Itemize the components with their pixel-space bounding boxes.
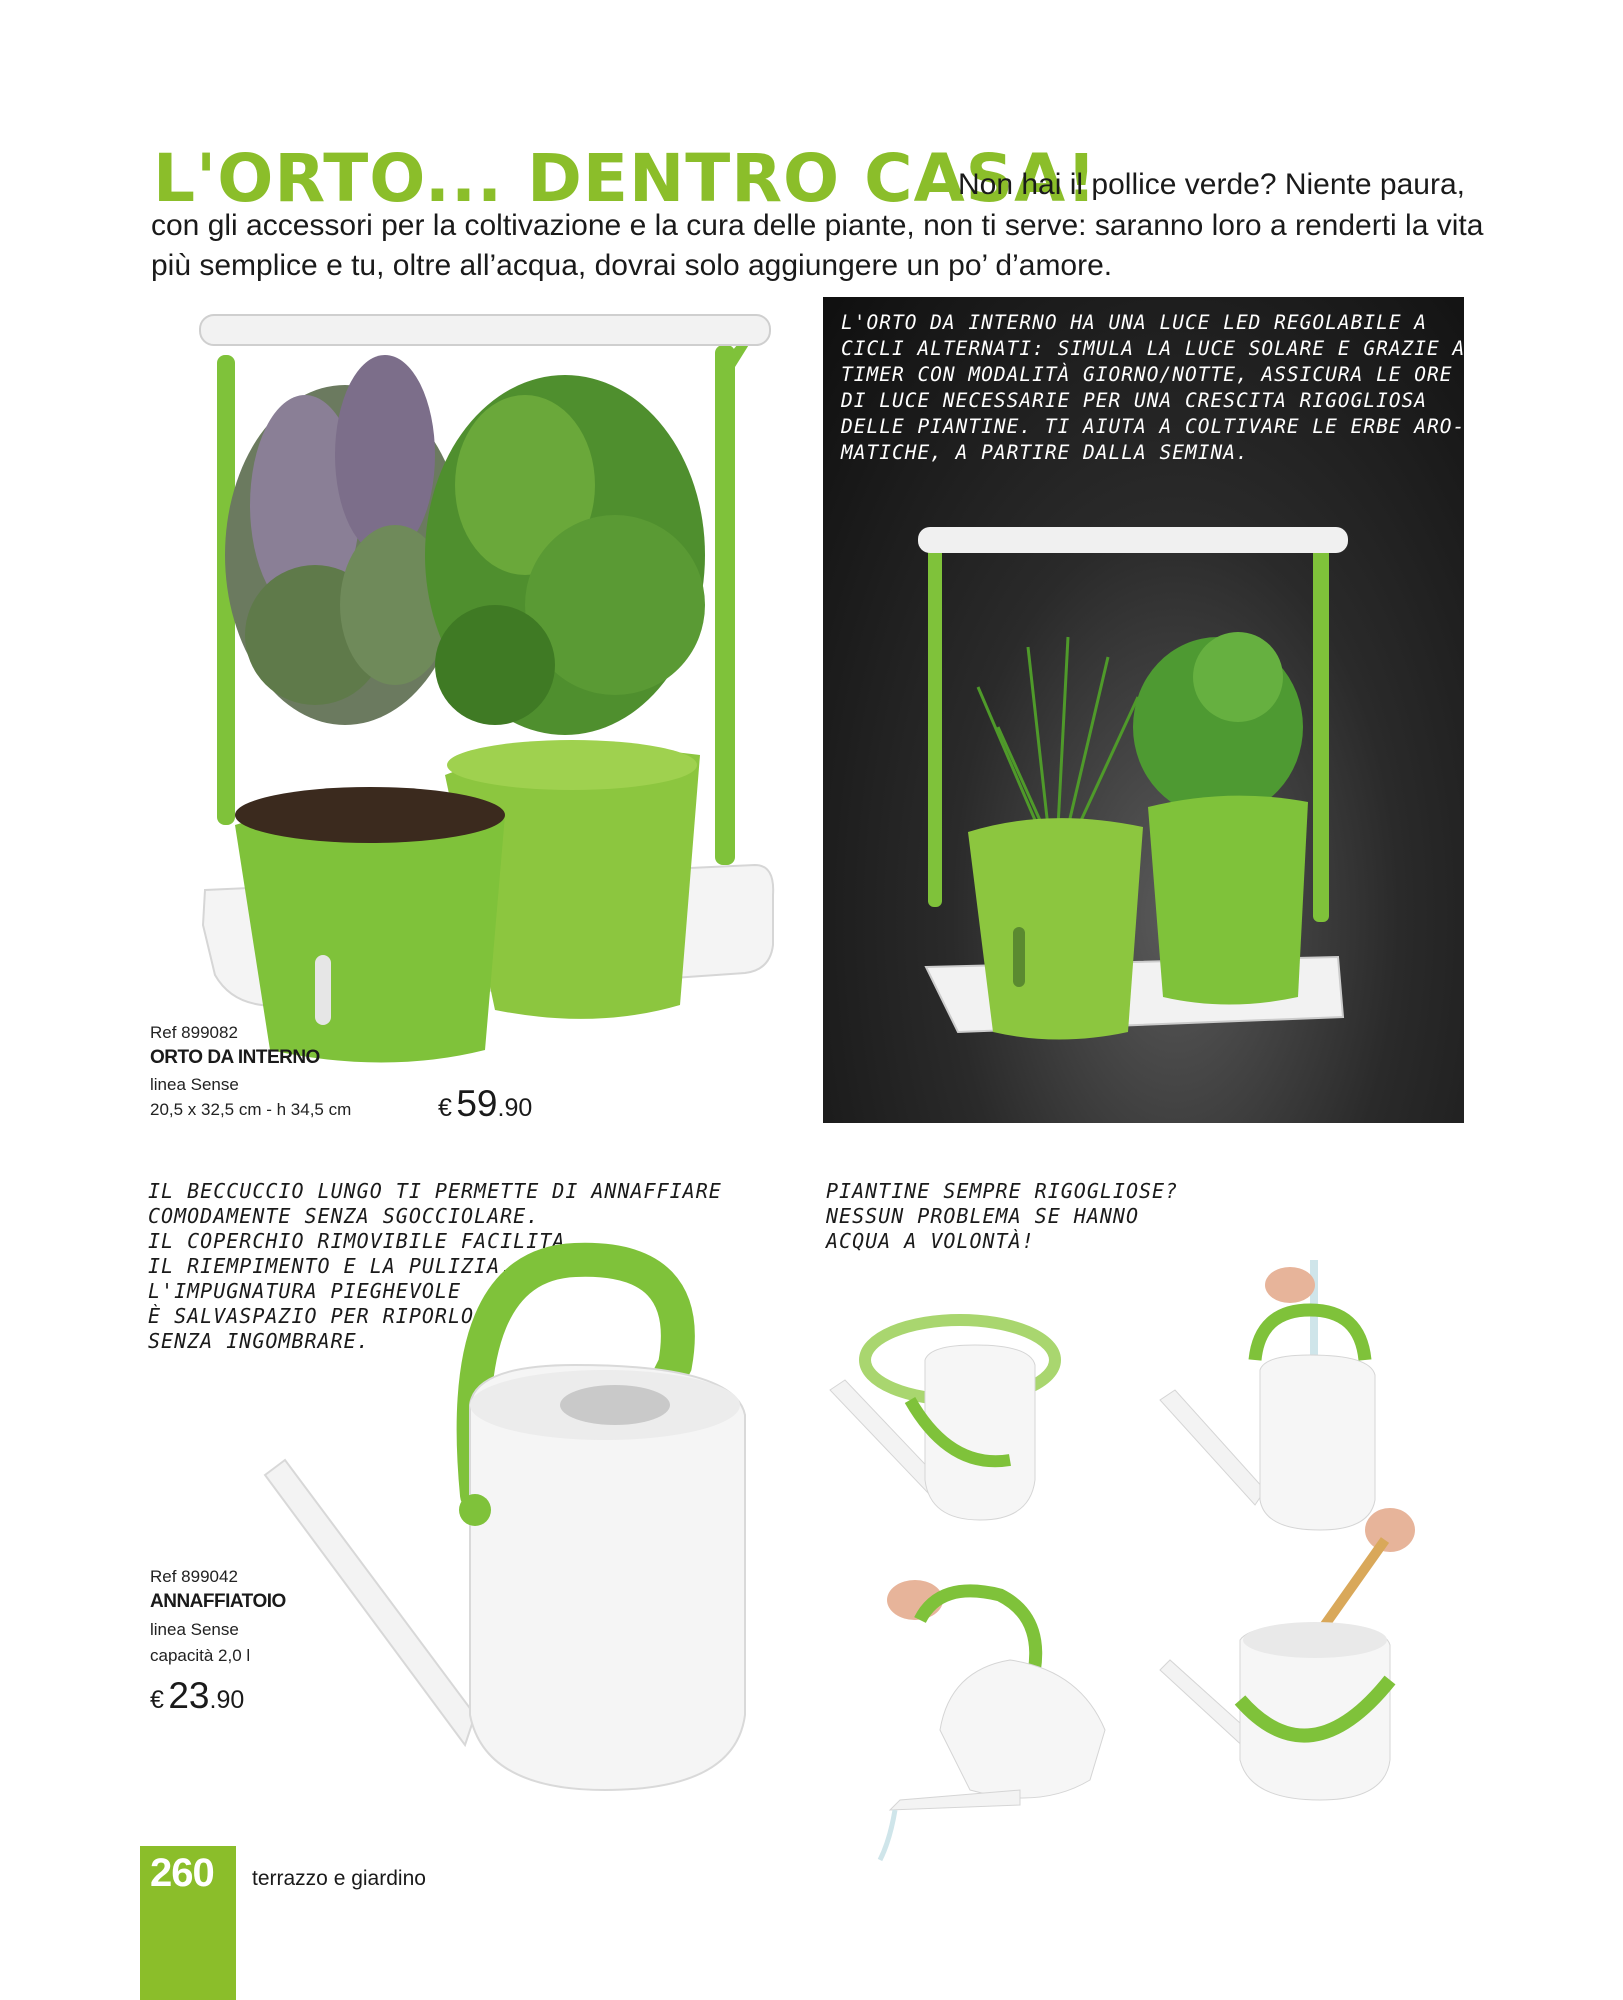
- page-title: L'ORTO... DENTRO CASA!: [153, 140, 1098, 217]
- orto-price: [438, 1083, 532, 1125]
- feature-line-7: SENZA INGOMBRARE.: [148, 1329, 370, 1353]
- led-light-bar: [200, 315, 770, 345]
- annaffiatoio-step-3-image: [870, 1560, 1120, 1870]
- feature-line-1: IL BECCUCCIO LUNGO TI PERMETTE DI ANNAFFIARE: [148, 1179, 722, 1203]
- annaffiatoio-price: [150, 1675, 244, 1717]
- feature-line-5: L'IMPUGNATURA PIEGHEVOLE: [148, 1279, 461, 1303]
- parsley-plant: [425, 375, 705, 735]
- tip-line-3: ACQUA A VOLONTÀ!: [826, 1229, 1035, 1253]
- tip-line-1: PIANTINE SEMPRE RIGOGLIOSE?: [826, 1179, 1179, 1203]
- feature-line-2: COMODAMENTE SENZA SGOCCIOLARE.: [148, 1204, 540, 1228]
- orto-note-line-2: CICLI ALTERNATI: SIMULA LA LUCE SOLARE E GRAZIE AL: [841, 337, 1478, 360]
- annaffiatoio-step-2-image: [1160, 1260, 1400, 1540]
- orto-price-int: 59: [456, 1083, 498, 1124]
- orto-note-line-5: DELLE PIANTINE. TI AIUTA A COLTIVARE LE ERBE ARO-: [841, 415, 1466, 438]
- annaffiatoio-image: [255, 1245, 755, 1845]
- pot-left: [235, 805, 505, 1063]
- intro-text-line-1: Non hai il pollice verde? Niente paura,: [958, 168, 1465, 201]
- tip-line-2: NESSUN PROBLEMA SE HANNO: [826, 1204, 1139, 1228]
- orto-note-line-3: TIMER CON MODALITÀ GIORNO/NOTTE, ASSICURA LE ORE: [841, 363, 1453, 386]
- orto-note-line-4: DI LUCE NECESSARIE PER UNA CRESCITA RIGOGLIOSA: [841, 389, 1428, 412]
- orto-size: 20,5 x 32,5 cm - h 34,5 cm: [150, 1100, 352, 1119]
- orto-note-line-6: MATICHE, A PARTIRE DALLA SEMINA.: [841, 441, 1249, 464]
- feature-line-3: IL COPERCHIO RIMOVIBILE FACILITA: [148, 1229, 566, 1253]
- feature-line-4: IL RIEMPIMENTO E LA PULIZIA.: [148, 1254, 514, 1278]
- annaffiatoio-price-int: 23: [168, 1675, 210, 1716]
- orto-da-interno-image: [195, 305, 785, 1025]
- annaffiatoio-capacity: capacità 2,0 l: [150, 1646, 251, 1665]
- page-number: 260: [150, 1851, 214, 1895]
- frame-post-right: [715, 345, 735, 865]
- orto-note-line-1: L'ORTO DA INTERNO HA UNA LUCE LED REGOLABILE A: [841, 311, 1428, 334]
- annaffiatoio-price-dec: .90: [209, 1686, 245, 1714]
- intro-text-line-2: con gli accessori per la coltivazione e la cura delle piante, non ti serve: saranno loro a renderti la vita: [151, 209, 1484, 242]
- orto-dark-image: [918, 527, 1358, 1047]
- basil-plant: [1133, 632, 1303, 817]
- annaffiatoio-ref: Ref 899042: [150, 1567, 238, 1586]
- orto-product-name: ORTO DA INTERNO: [150, 1047, 320, 1068]
- orto-price-dec: .90: [497, 1094, 533, 1122]
- annaffiatoio-price-currency: €: [150, 1686, 164, 1714]
- section-name: terrazzo e giardino: [252, 1867, 426, 1890]
- intro-text-line-3: più semplice e tu, oltre all’acqua, dovrai solo aggiungere un po’ d’amore.: [151, 249, 1113, 282]
- spout: [265, 1460, 475, 1745]
- orto-ref: Ref 899082: [150, 1023, 238, 1042]
- feature-line-6: È SALVASPAZIO PER RIPORLO: [148, 1304, 475, 1328]
- orto-dark-photo: [823, 297, 1478, 1123]
- orto-price-currency: €: [438, 1094, 452, 1122]
- orto-line: linea Sense: [150, 1075, 239, 1094]
- chives-plant: [978, 637, 1138, 827]
- annaffiatoio-line: linea Sense: [150, 1620, 239, 1639]
- annaffiatoio-product-name: ANNAFFIATOIO: [150, 1591, 286, 1612]
- annaffiatoio-step-1-image: [830, 1290, 1070, 1530]
- annaffiatoio-step-4-image: [1160, 1500, 1430, 1820]
